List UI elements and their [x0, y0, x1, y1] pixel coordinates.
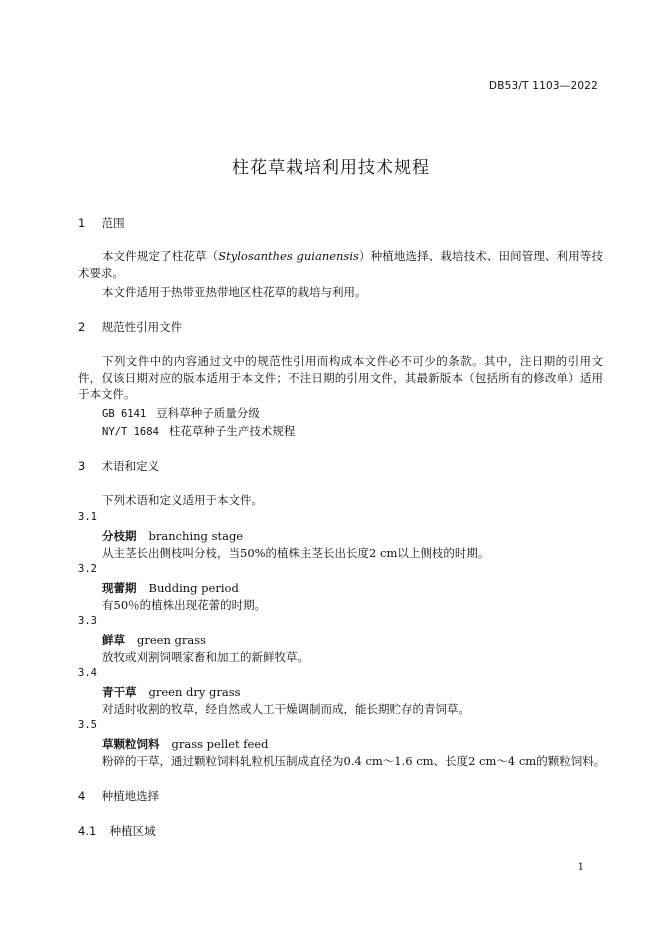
section-1-paragraph-2: 本文件适用于热带亚热带地区柱花草的栽培与利用。: [102, 285, 367, 299]
term-definition: 粉碎的干草，通过颗粒饲料轧粒机压制成直径为0.4 cm～1.6 cm、长度2 cm～4 cm的颗粒饲料。: [102, 754, 606, 768]
reference-item: GB 6141 豆科草种子质量分级: [102, 406, 260, 420]
reference-item: NY/T 1684 柱花草种子生产技术规程: [102, 424, 296, 438]
term-number: 3.3: [78, 615, 97, 627]
section-number: 3: [78, 459, 86, 473]
section-3-heading: [78, 458, 159, 474]
latin-name: Stylosanthes guianensis: [218, 249, 359, 263]
standard-code: DB53/T 1103—2022: [488, 80, 598, 92]
term-number: 3.1: [78, 511, 97, 523]
section-3-intro: 下列术语和定义适用于本文件。: [102, 493, 263, 507]
term-definition: 有50％的植株出现花蕾的时期。: [102, 598, 267, 612]
term-definition: 从主茎长出侧枝叫分枝，当50%的植株主茎长出长度2 cm以上侧枝的时期。: [102, 546, 490, 560]
term-number: 3.4: [78, 667, 97, 679]
section-4-heading: [78, 788, 159, 804]
term-number: 3.5: [78, 719, 97, 731]
term-heading: 现蕾期 Budding period: [102, 581, 239, 595]
subsection-title: 种植区域: [109, 824, 156, 838]
term-definition: 对适时收割的牧草，经自然或人工干燥调制而成，能长期贮存的青饲草。: [102, 702, 470, 716]
section-2-heading: [78, 319, 182, 335]
section-2-paragraph: 下列文件中的内容通过文中的规范性引用而构成本文件必不可少的条款。其中，注日期的引用文件，仅该日期对应的版本适用于本文件；不注日期的引用文件，其最新版本（包括所有的修改单）适用于本文件。: [78, 354, 603, 401]
section-number: 1: [78, 216, 86, 230]
term-number: 3.2: [78, 563, 97, 575]
term-heading: 分枝期 branching stage: [102, 529, 244, 543]
section-1-heading: [78, 215, 125, 231]
document-title: 柱花草栽培利用技术规程: [232, 158, 430, 178]
section-1-paragraph-1: 本文件规定了柱花草（Stylosanthes guianensis）种植地选择、栽培技术、田间管理、利用等技术要求。: [78, 249, 604, 280]
section-number: 4: [78, 789, 86, 803]
section-title: 种植地选择: [101, 789, 160, 803]
section-title: 规范性引用文件: [101, 320, 183, 334]
subsection-4-1-heading: [78, 823, 156, 839]
term-heading: 鲜草 green grass: [102, 633, 207, 647]
term-definition: 放牧或刈割饲喂家畜和加工的新鲜牧草。: [102, 650, 309, 664]
section-title: 范围: [101, 216, 125, 230]
term-heading: 青干草 green dry grass: [102, 685, 241, 699]
page-number: 1: [577, 862, 584, 873]
section-number: 2: [78, 320, 86, 334]
term-heading: 草颗粒饲料 grass pellet feed: [102, 737, 269, 751]
subsection-number: 4.1: [78, 824, 97, 838]
section-title: 术语和定义: [101, 459, 160, 473]
